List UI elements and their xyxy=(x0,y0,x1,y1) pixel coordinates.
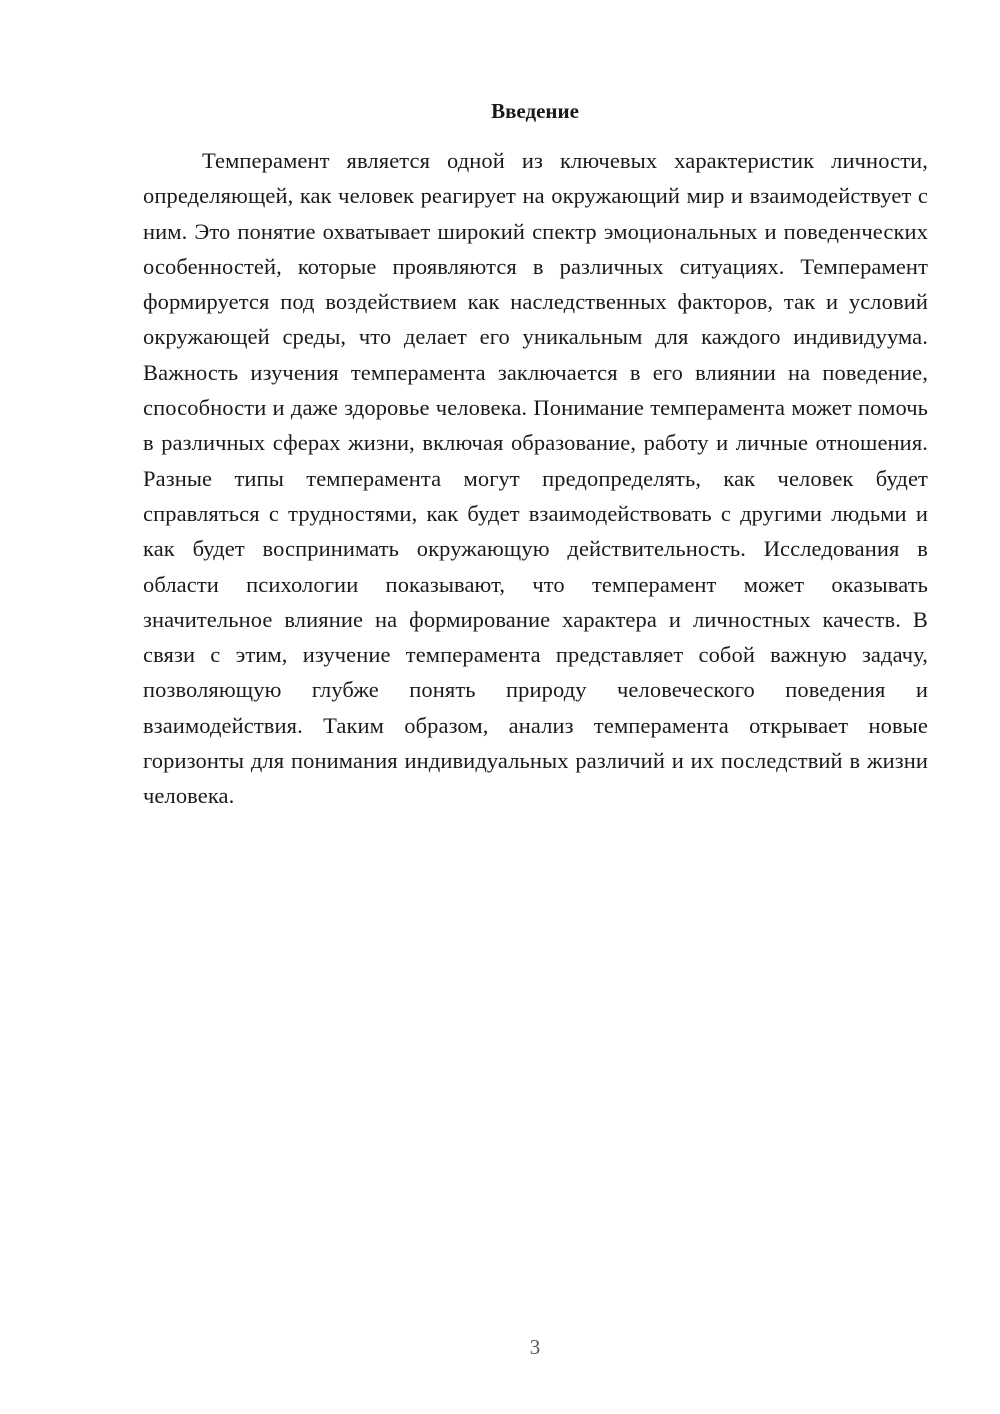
page-number: 3 xyxy=(529,1335,541,1359)
body-paragraph: Темперамент является одной из ключевых характеристик личности, определяющей, как человек реагирует на окружающий мир и взаимодействует с ним. Это понятие охватывает широкий спектр эмоциональных и поведенческих особенностей, которые проявляются в различных ситуациях. Темперамент формируется под воздействием как наследственных факторов, так и условий окружающей среды, что делает его уникальным для каждого индивидуума. Важность изучения темперамента заключается в его влиянии на поведение, способности и даже здоровье человека. Понимание темперамента может помочь в различных сферах жизни, включая образование, работу и личные отношения. Разные типы темперамента могут предопределять, как человек будет справляться с трудностями, как будет взаимодействовать с другими людьми и как будет воспринимать окружающую действительность. Исследования в области психологии показывают, что темперамент может оказывать значительное влияние на формирование характера и личностных качеств. В связи с этим, изучение темперамента представляет собой важную задачу, позволяющую глубже понять природу человеческого поведения и взаимодействия. Таким образом, анализ темперамента открывает новые горизонты для понимания индивидуальных различий и их последствий в жизни человека. xyxy=(143,148,928,809)
section-heading: Введение xyxy=(491,99,579,123)
